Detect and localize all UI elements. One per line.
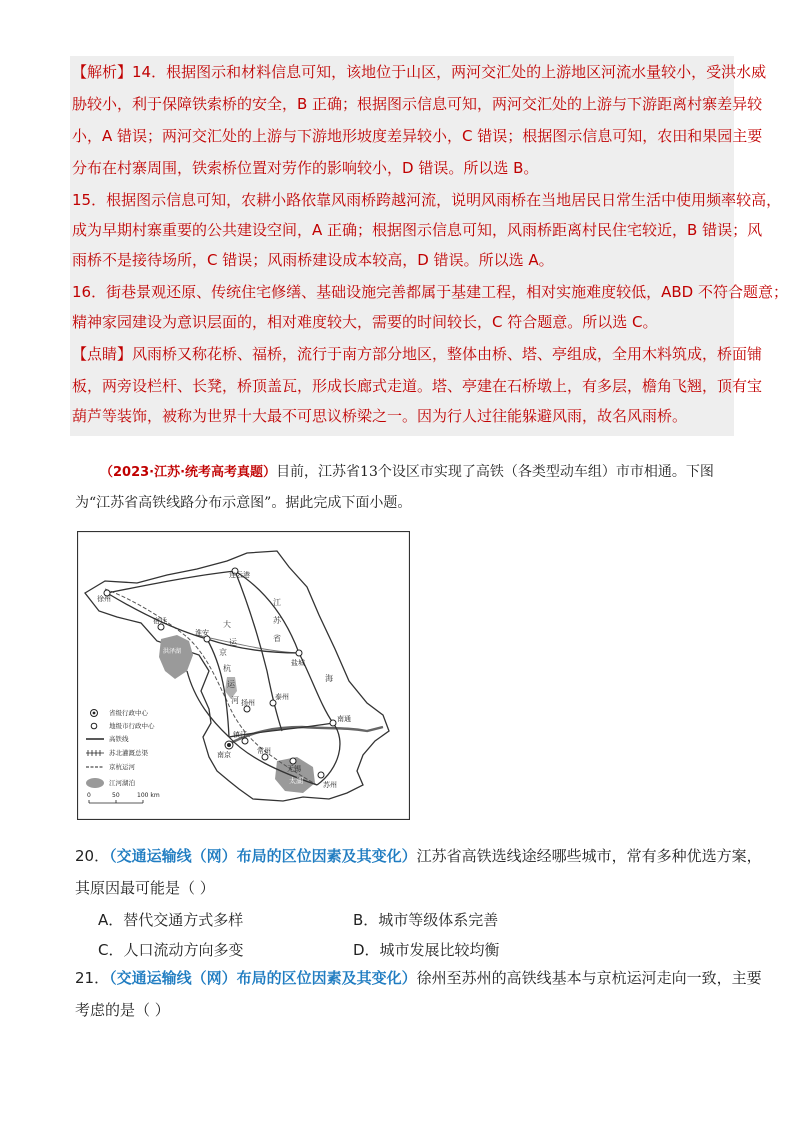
region-label-hongze: 洪泽湖 [163, 648, 182, 655]
analysis-line-9: 精神家园建设为意识层面的，相对难度较大，需要的时间较长，C 符合题意。所以选 C。 [72, 313, 658, 331]
analysis-line-10: 【点睛】风雨桥又称花桥、福桥，流行于南方部分地区，整体由桥、塔、亭组成，全用木料筑成，桥面铺 [72, 345, 763, 363]
city-label-huaian: 淮安 [195, 629, 209, 637]
legend-label-5: 京杭运河 [109, 763, 135, 771]
city-label-suqian: 宿迁 [153, 617, 167, 625]
city-marker-wuxi [290, 758, 296, 764]
analysis-line-1: 【解析】14．根据图示和材料信息可知，该地位于山区，两河交汇处的上游地区河流水量较小，受洪水威 [72, 63, 767, 81]
q20-line-2: 其原因最可能是（ ） [75, 879, 215, 897]
q21-line-1: 21．（交通运输线（网）布局的区位因素及其变化）徐州至苏州的高铁线基本与京杭运河走向一致，主要 [75, 969, 762, 987]
scale-label-100: 100 km [137, 792, 160, 799]
scale-label-0: 0 [87, 792, 91, 799]
question-intro-line-1: （2023·江苏·统考高考真题）目前，江苏省13个设区市实现了高铁（各类型动车组）市市相通。下图 [100, 464, 714, 480]
region-label-su: 苏 [273, 616, 281, 625]
city-label-lianyungang: 连云港 [229, 571, 250, 579]
q20-line-1: 20．（交通运输线（网）布局的区位因素及其变化）江苏省高铁选线途经哪些城市，常有多种优选方案， [75, 847, 762, 865]
city-marker-yancheng [296, 650, 302, 656]
city-label-nantong: 南通 [337, 715, 351, 723]
city-label-zhenjiang: 镇江 [233, 731, 247, 739]
city-label-nanjing: 南京 [217, 751, 231, 759]
q20-option-b[interactable]: B．城市等级体系完善 [353, 911, 499, 929]
analysis-line-2: 胁较小，利于保障铁索桥的安全，B 正确；根据图示信息可知，两河交汇处的上游与下游距离村寨差异较 [72, 95, 763, 113]
legend-label-3: 高铁线 [109, 735, 129, 743]
q20-option-c[interactable]: C．人口流动方向多变 [98, 941, 244, 959]
lake-icon [86, 778, 104, 788]
city-label-wuxi: 无锡 [287, 765, 301, 773]
analysis-line-8: 16．街巷景观还原、传统住宅修缮、基础设施完善都属于基建工程，相对实施难度较低，ABD 不符合题意； [72, 283, 788, 301]
city-label-suzhou: 苏州 [323, 781, 337, 789]
prefecture-city-icon [91, 723, 97, 729]
tip-tag: 【点睛】 [72, 345, 133, 363]
region-label-jing: 京 [219, 648, 227, 657]
analysis-line-4: 分布在村寨周围，铁索桥位置对劳作的影响较小，D 错误。所以选 B。 [72, 159, 539, 177]
q21-topic: （交通运输线（网）布局的区位因素及其变化） [109, 969, 417, 987]
analysis-tag: 【解析】 [72, 63, 133, 81]
question-source: （2023·江苏·统考高考真题） [100, 465, 277, 480]
region-label-jiang: 江 [273, 598, 281, 607]
region-label-taihu: 太湖 [289, 777, 303, 785]
region-label-he: 河 [231, 696, 239, 705]
q20-option-d[interactable]: D．城市发展比较均衡 [353, 941, 500, 959]
city-label-xuzhou: 徐州 [97, 595, 111, 603]
analysis-line-7: 雨桥不是接待场所，C 错误；风雨桥建设成本较高，D 错误。所以选 A。 [72, 251, 554, 269]
legend-label-4: 苏北灌溉总渠 [109, 749, 148, 757]
city-label-changzhou: 常州 [257, 747, 271, 755]
region-label-yun: 运 [227, 680, 235, 689]
analysis-line-11: 板，两旁设栏杆、长凳，桥顶盖瓦，形成长廊式走道。塔、亭建在石桥墩上，有多层，檐角飞翘，顶有宝 [72, 377, 763, 395]
q20-topic: （交通运输线（网）布局的区位因素及其变化） [109, 847, 417, 865]
city-marker-suzhou [318, 772, 324, 778]
q21-line-2: 考虑的是（ ） [75, 1001, 170, 1019]
legend-label-6: 江河湖泊 [109, 779, 135, 787]
analysis-line-5: 15．根据图示信息可知，农耕小路依靠风雨桥跨越河流，说明风雨桥在当地居民日常生活中使用频率较高， [72, 191, 782, 209]
analysis-line-6: 成为早期村寨重要的公共建设空间，A 正确；根据图示信息可知，风雨桥距离村民住宅较近，B 错误；风 [72, 221, 763, 239]
analysis-line-12: 葫芦等装饰，被称为世界十大最不可思议桥梁之一。因为行人过往能躲避风雨，故名风雨桥。 [72, 407, 688, 425]
region-label-da: 大 [223, 620, 231, 629]
question-intro-line-2: 为“江苏省高铁线路分布示意图”。据此完成下面小题。 [75, 495, 412, 511]
city-marker-nantong [330, 720, 336, 726]
legend-label-1: 省级行政中心 [109, 709, 148, 717]
city-label-yancheng: 盐城 [291, 659, 305, 667]
q20-option-a[interactable]: A．替代交通方式多样 [98, 911, 244, 929]
analysis-line-3: 小，A 错误；两河交汇处的上游与下游地形坡度差异较小，C 错误；根据图示信息可知，农田和果园主要 [72, 127, 763, 145]
jiangsu-rail-map [77, 531, 410, 820]
region-label-hai: 海 [325, 674, 333, 683]
region-label-hang: 杭 [223, 664, 231, 673]
city-label-yangzhou: 扬州 [241, 699, 255, 707]
legend-label-2: 地级市行政中心 [109, 722, 155, 730]
region-label-sheng: 省 [273, 634, 281, 643]
city-label-taizhou: 泰州 [275, 693, 289, 701]
scale-label-50: 50 [112, 792, 120, 799]
region-label-yun2: 运 [229, 638, 237, 647]
